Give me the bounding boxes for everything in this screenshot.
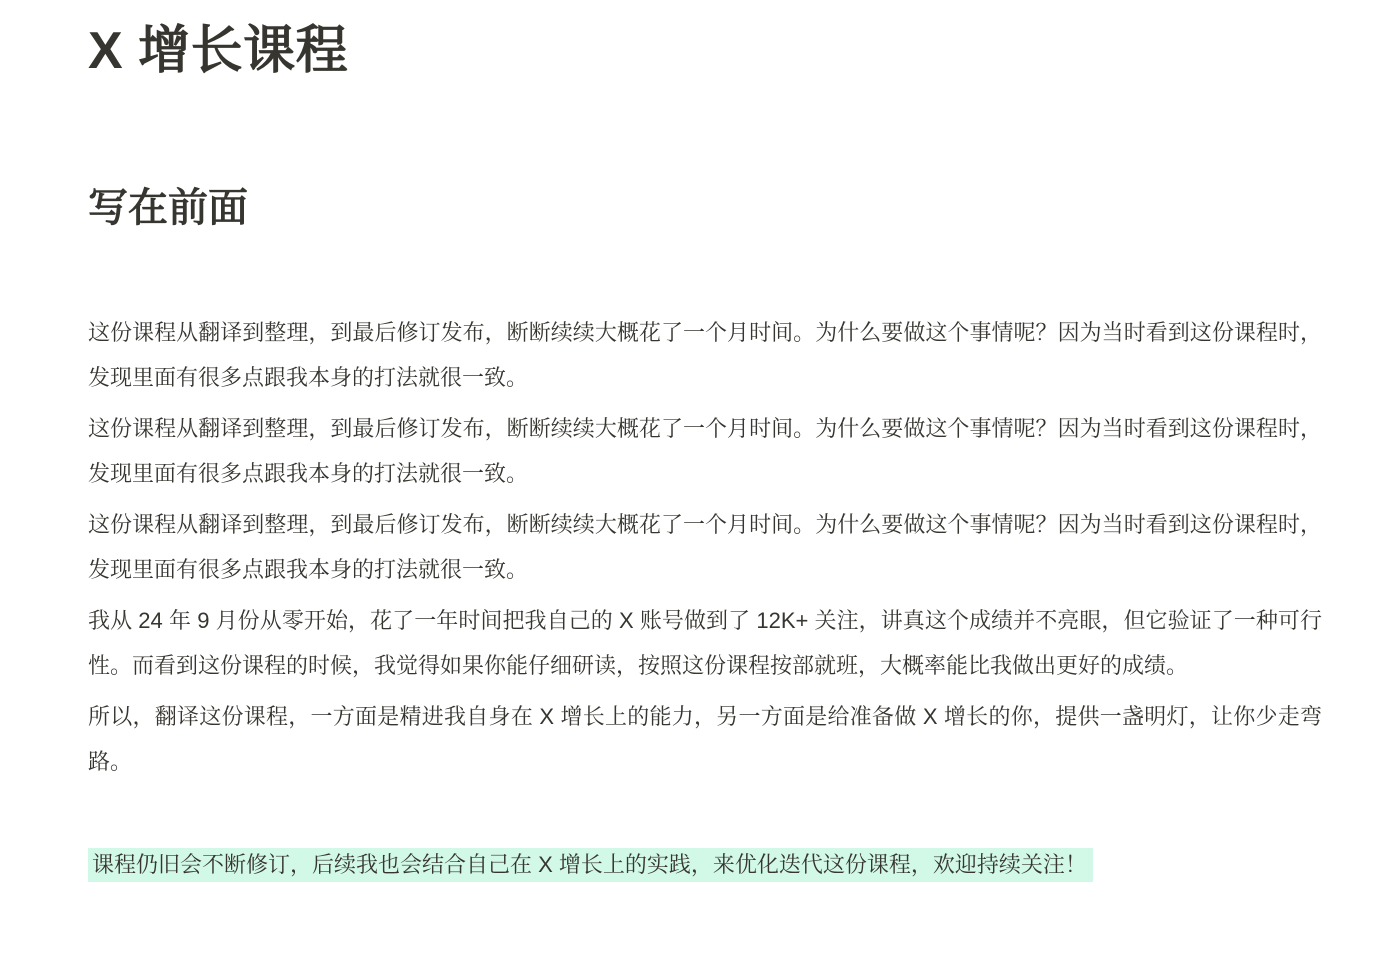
highlight-text: 课程仍旧会不断修订，后续我也会结合自己在 X 增长上的实践，来优化迭代这份课程，欢迎持续关注！ <box>88 848 1093 882</box>
paragraph-2: 这份课程从翻译到整理，到最后修订发布，断断续续大概花了一个月时间。为什么要做这个事情呢？因为当时看到这份课程时，发现里面有很多点跟我本身的打法就很一致。 <box>88 415 1322 486</box>
body-text <box>88 310 1322 887</box>
page-title: X 增长课程 <box>88 22 349 80</box>
highlighted-note <box>88 842 1322 887</box>
section-heading: 写在前面 <box>88 185 248 230</box>
paragraph-3: 这份课程从翻译到整理，到最后修订发布，断断续续大概花了一个月时间。为什么要做这个事情呢？因为当时看到这份课程时，发现里面有很多点跟我本身的打法就很一致。 <box>88 511 1322 582</box>
paragraph-4: 我从 24 年 9 月份从零开始，花了一年时间把我自己的 X 账号做到了 12K+ 关注，讲真这个成绩并不亮眼，但它验证了一种可行性。而看到这份课程的时候，我觉得如果你能仔细研读，按照这份课程按部就班，大概率能比我做出更好的成绩。 <box>88 607 1322 678</box>
paragraph-1: 这份课程从翻译到整理，到最后修订发布，断断续续大概花了一个月时间。为什么要做这个事情呢？因为当时看到这份课程时，发现里面有很多点跟我本身的打法就很一致。 <box>88 319 1322 390</box>
paragraph-5: 所以，翻译这份课程，一方面是精进我自身在 X 增长上的能力，另一方面是给准备做 X 增长的你，提供一盏明灯，让你少走弯路。 <box>88 703 1322 774</box>
